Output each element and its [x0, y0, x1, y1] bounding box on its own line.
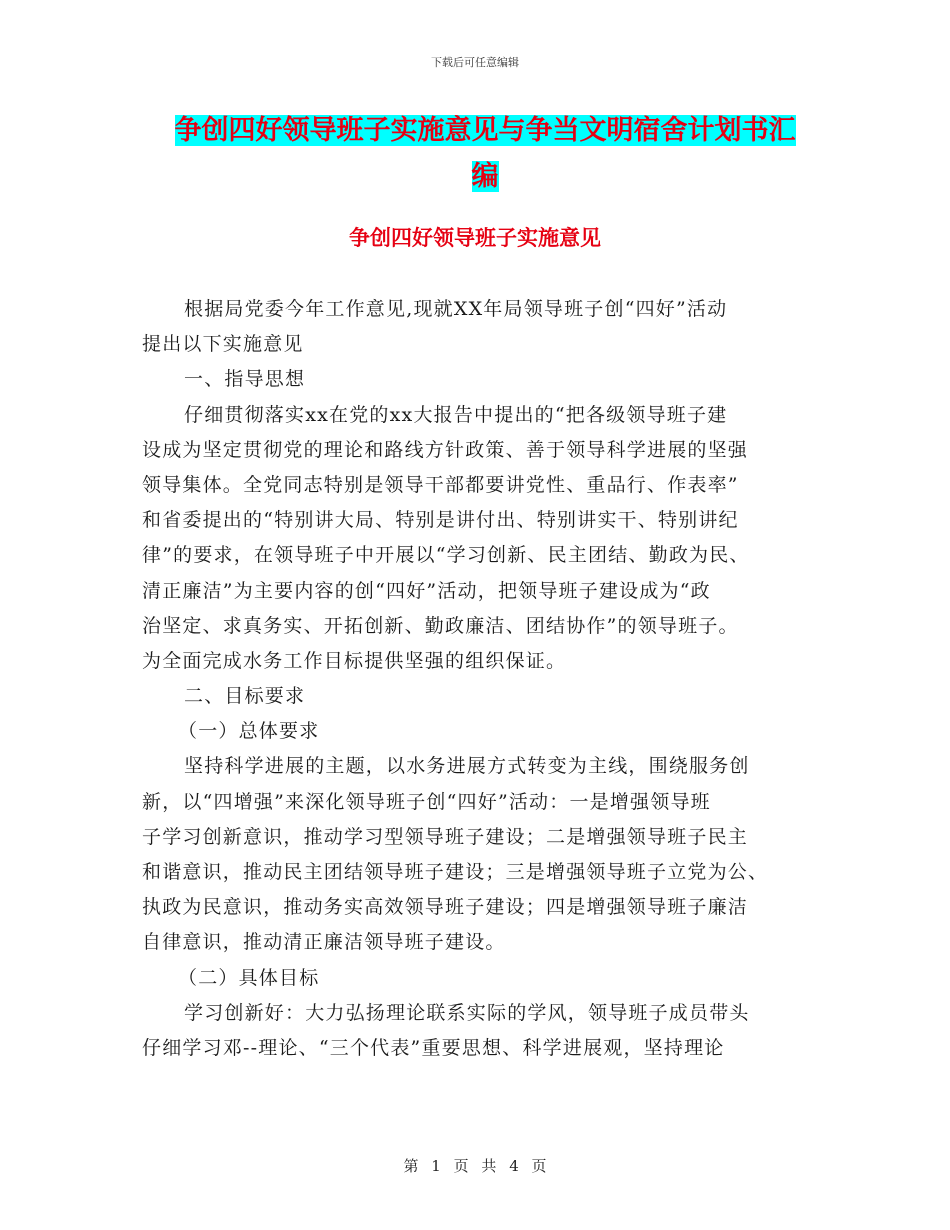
section-title: 争创四好领导班子实施意见	[349, 226, 601, 250]
footer-word-1: 第	[403, 1157, 419, 1175]
text-line: 设成为坚定贯彻党的理论和路线方针政策、善于领导科学进展的坚强	[142, 438, 749, 461]
text-line: 和谐意识，推动民主团结领导班子建设；三是增强领导班子立党为公、	[142, 861, 769, 883]
text-line: 一、指导思想	[184, 368, 306, 391]
footer-word-3: 共	[481, 1157, 497, 1175]
header-note: 下载后可任意编辑	[431, 56, 519, 69]
text-line: 领导集体。全党同志特别是领导干部都要讲党性、重品行、作表率”	[142, 473, 739, 496]
text-line: 提出以下实施意见	[142, 333, 304, 356]
text-line: 学习创新好：大力弘扬理论联系实际的学风，领导班子成员带头	[184, 1001, 750, 1024]
text-line: （二）具体目标	[178, 966, 320, 989]
footer-page-number: 1	[431, 1157, 441, 1175]
footer-word-4: 页	[531, 1157, 547, 1175]
title-line-2: 编	[471, 161, 499, 192]
text-line: 清正廉洁”为主要内容的创“四好”活动，把领导班子建设成为“政	[142, 579, 711, 602]
text-line: 坚持科学进展的主题，以水务进展方式转变为主线，围绕服务创	[184, 755, 750, 778]
text-line: 律”的要求，在领导班子中开展以“学习创新、民主团结、勤政为民、	[142, 544, 750, 567]
footer-total-pages: 4	[509, 1157, 519, 1175]
text-line: 治坚定、求真务实、开拓创新、勤政廉洁、团结协作”的领导班子。	[142, 614, 739, 637]
text-line: 仔细贯彻落实xx在党的xx大报告中提出的“把各级领导班子建	[184, 403, 728, 426]
text-line: （一）总体要求	[178, 720, 320, 743]
text-line: 仔细学习邓--理论、“三个代表”重要思想、科学进展观，坚持理论	[142, 1036, 725, 1059]
text-line: 新，以“四增强”来深化领导班子创“四好”活动：一是增强领导班	[142, 790, 711, 813]
document-title	[160, 108, 810, 200]
text-line: 二、目标要求	[184, 685, 306, 708]
page-footer	[0, 1155, 950, 1176]
text-line: 子学习创新意识，推动学习型领导班子建设；二是增强领导班子民主	[142, 825, 749, 848]
text-line: 根据局党委今年工作意见,现就XX年局领导班子创“四好”活动	[184, 298, 728, 320]
body-text	[142, 292, 807, 1066]
footer-word-2: 页	[453, 1157, 469, 1175]
title-line-1: 争创四好领导班子实施意见与争当文明宿舍计划书汇	[174, 115, 796, 146]
text-line: 为全面完成水务工作目标提供坚强的组织保证。	[142, 649, 567, 672]
text-line: 和省委提出的“特别讲大局、特别是讲付出、特别讲实干、特别讲纪	[142, 509, 739, 532]
text-line: 自律意识，推动清正廉洁领导班子建设。	[142, 931, 506, 954]
text-line: 执政为民意识，推动务实高效领导班子建设；四是增强领导班子廉洁	[142, 896, 749, 919]
